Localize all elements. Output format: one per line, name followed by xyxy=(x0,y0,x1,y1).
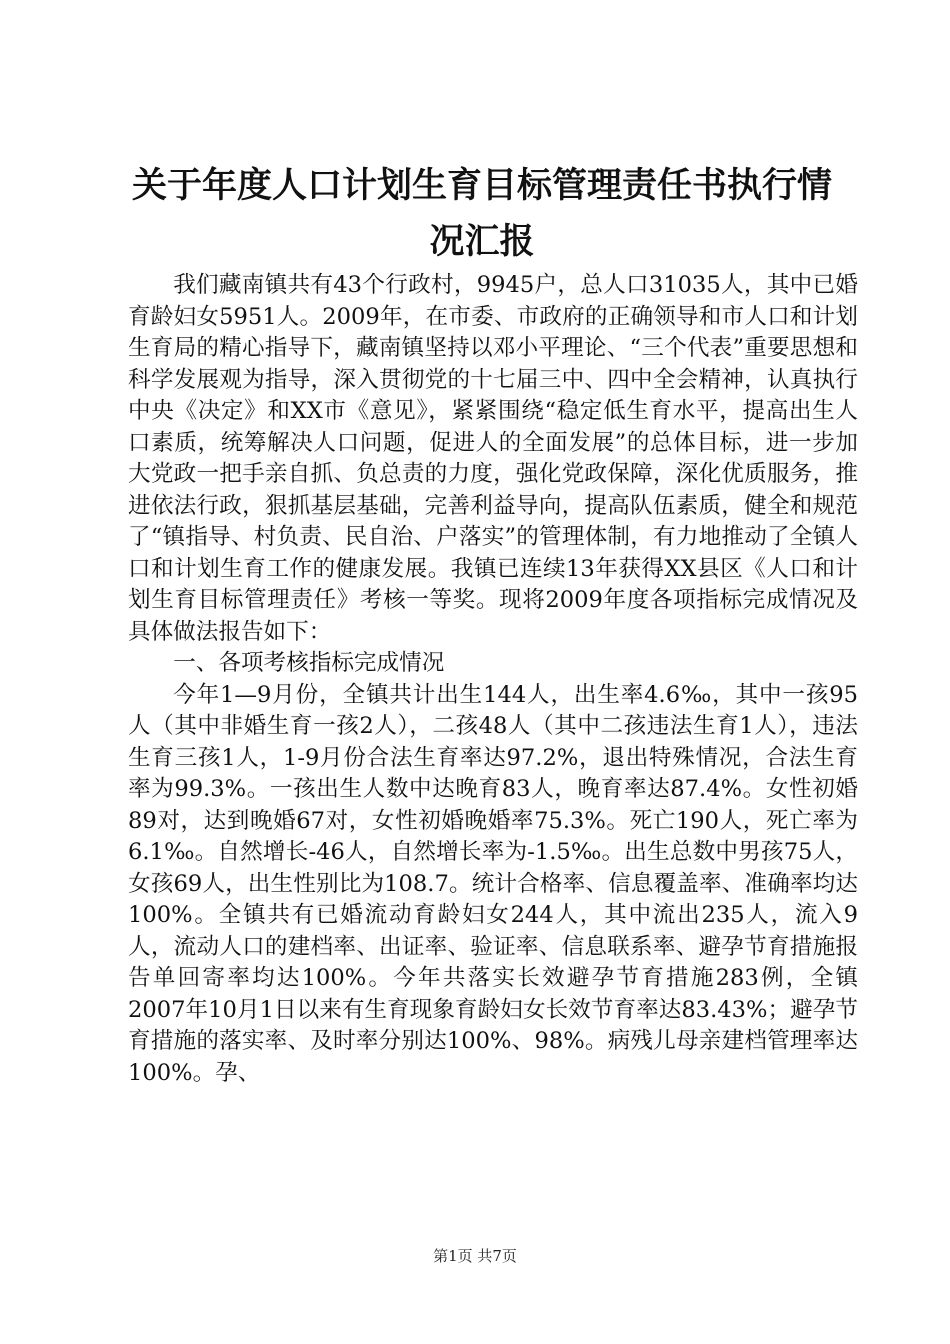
indicators-paragraph: 今年1—9月份，全镇共计出生144人，出生率4.6‰，其中一孩95人（其中非婚生育一孩2人），二孩48人（其中二孩违法生育1人），违法生育三孩1人，1-9月份合法生育率达97.2%，退出特殊情况，合法生育率为99.3%。一孩出生人数中达晚育83人，晚育率达87.4%。女性初婚89对，达到晚婚67对，女性初婚晚婚率75.3%。死亡190人，死亡率为6.1‰。自然增长-46人，自然增长率为-1.5‰。出生总数中男孩75人，女孩69人，出生性别比为108.7。统计合格率、信息覆盖率、准确率均达100%。全镇共有已婚流动育龄妇女244人，其中流出235人，流入9人，流动人口的建档率、出证率、验证率、信息联系率、避孕节育措施报告单回寄率均达100%。今年共落实长效避孕节育措施283例，全镇2007年10月1日以来有生育现象育龄妇女长效节育率达83.43%；避孕节育措施的落实率、及时率分别达100%、98%。病残儿母亲建档管理率达100%。孕、 xyxy=(128,681,858,1086)
intro-paragraph: 我们藏南镇共有43个行政村，9945户，总人口31035人，其中已婚育龄妇女5951人。2009年，在市委、市政府的正确领导和市人口和计划生育局的精心指导下，藏南镇坚持以邓小平理论、“三个代表”重要思想和科学发展观为指导，深入贯彻党的十七届三中、四中全会精神，认真执行中央《决定》和XX市《意见》，紧紧围绕“稳定低生育水平，提高出生人口素质，统筹解决人口问题，促进人的全面发展”的总体目标，进一步加大党政一把手亲自抓、负总责的力度，强化党政保障，深化优质服务，推进依法行政，狠抓基层基础，完善利益导向，提高队伍素质，健全和规范了“镇指导、村负责、民自治、户落实”的管理体制，有力地推动了全镇人口和计划生育工作的健康发展。我镇已连续13年获得XX县区《人口和计划生育目标管理责任》考核一等奖。现将2009年度各项指标完成情况及具体做法报告如下： xyxy=(128,272,858,645)
page-footer: 第1页 共7页 xyxy=(433,1247,517,1265)
document-body xyxy=(128,270,858,1089)
document-title: 关于年度人口计划生育目标管理责任书执行情况汇报 xyxy=(131,166,832,262)
section-heading: 一、各项考核指标完成情况 xyxy=(173,650,445,676)
